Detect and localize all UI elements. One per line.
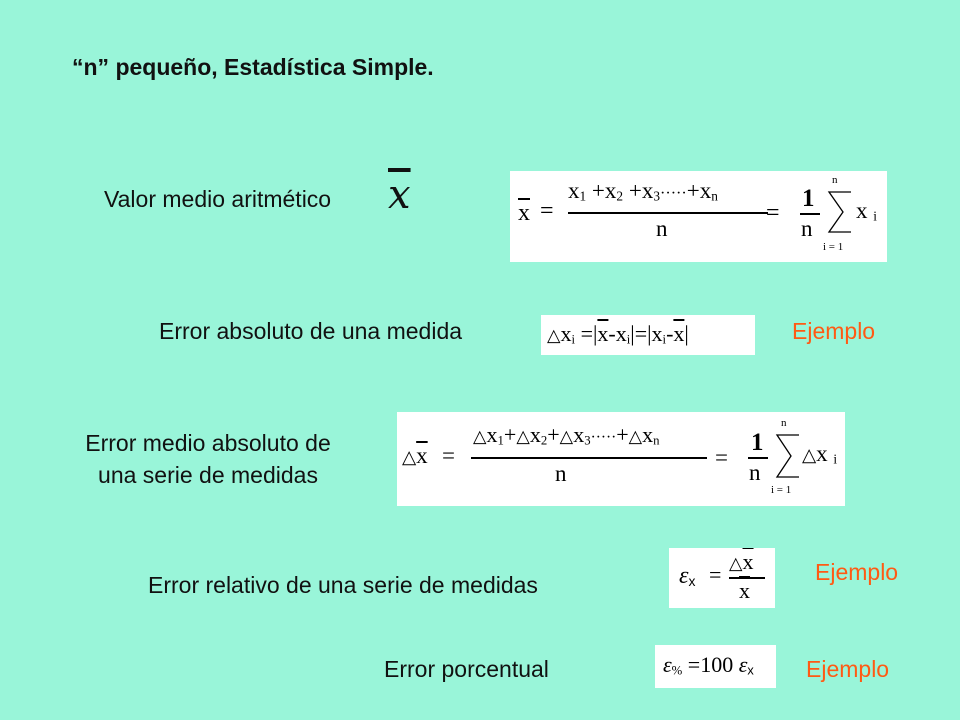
mean-sum-term: x $_i$ bbox=[856, 198, 877, 224]
mean-abs-eq: = bbox=[442, 443, 455, 468]
mean-one: 1 bbox=[802, 185, 815, 212]
rel-error-formula bbox=[669, 548, 775, 608]
pct-error-label: Error porcentual bbox=[384, 656, 549, 682]
mean-abs-numerator: $\triangle x_1+\triangle x_2+\triangle x_3\cdot\cdot\cdot\cdot\cdot+\triangle x_n$ bbox=[473, 422, 660, 448]
mean-abs-denominator: n bbox=[555, 461, 567, 486]
abs-error-expression: $\triangle x_i =|\overline{x}-x_i|=|x_i-\overline{x}|$ bbox=[547, 321, 689, 347]
mean-one-den: n bbox=[801, 216, 813, 241]
mean-abs-sum-bottom: i = 1 bbox=[771, 484, 792, 496]
pct-error-formula bbox=[655, 645, 776, 688]
mean-sum-bottom: i = 1 bbox=[823, 241, 844, 253]
mean-label: Valor medio aritmético bbox=[104, 186, 332, 212]
rel-eq: = bbox=[709, 562, 722, 587]
abs-error-formula bbox=[541, 315, 755, 355]
sigma-icon bbox=[825, 189, 855, 235]
mean-abs-error-label: Error medio absoluto de una serie de medidas bbox=[85, 430, 331, 488]
mean-abs-one-den: n bbox=[749, 460, 761, 485]
mean-abs-error-formula bbox=[397, 412, 845, 506]
mean-lhs: $\overline{x}$ bbox=[518, 200, 530, 226]
mean-sum-top: n bbox=[832, 174, 838, 186]
mean-symbol: $\overline{x}$ bbox=[388, 172, 411, 218]
example-link-rel-error[interactable]: Ejemplo bbox=[815, 559, 899, 585]
sigma-icon bbox=[773, 432, 803, 480]
mean-one-bar bbox=[800, 213, 820, 215]
mean-eq: = bbox=[540, 198, 554, 224]
mean-numerator: $x_1 +x_2 +x_3\cdot\cdot\cdot\cdot\cdot+x_n$ bbox=[568, 178, 718, 204]
rel-numerator: $\triangle\overline{x}$ bbox=[729, 549, 754, 574]
mean-abs-fraction-bar bbox=[471, 457, 707, 459]
mean-abs-one: 1 bbox=[751, 429, 764, 456]
mean-abs-eq-2: = bbox=[715, 445, 728, 470]
example-link-abs-error[interactable]: Ejemplo bbox=[792, 318, 876, 344]
mean-denominator: n bbox=[656, 216, 668, 241]
mean-formula bbox=[510, 171, 887, 262]
abs-error-label: Error absoluto de una medida bbox=[159, 318, 463, 344]
mean-eq-2: = bbox=[766, 200, 780, 226]
mean-fraction-bar bbox=[568, 212, 768, 214]
example-link-pct-error[interactable]: Ejemplo bbox=[806, 656, 890, 682]
pct-expression: $\varepsilon_{\%} =100$ $\varepsilon_x$ bbox=[663, 652, 754, 678]
rel-error-label: Error relativo de una serie de medidas bbox=[148, 572, 538, 598]
rel-denominator: $\overline{x}$ bbox=[739, 578, 750, 603]
rel-epsilon: $\varepsilon_x$ bbox=[679, 563, 696, 589]
mean-abs-sum-top: n bbox=[781, 417, 787, 429]
mean-abs-lhs: $\triangle\overline{x}$ bbox=[402, 443, 428, 468]
mean-abs-sum-term: △x $_i$ bbox=[802, 441, 838, 467]
mean-abs-one-bar bbox=[748, 457, 768, 459]
page-title: “n” pequeño, Estadística Simple. bbox=[72, 54, 434, 80]
